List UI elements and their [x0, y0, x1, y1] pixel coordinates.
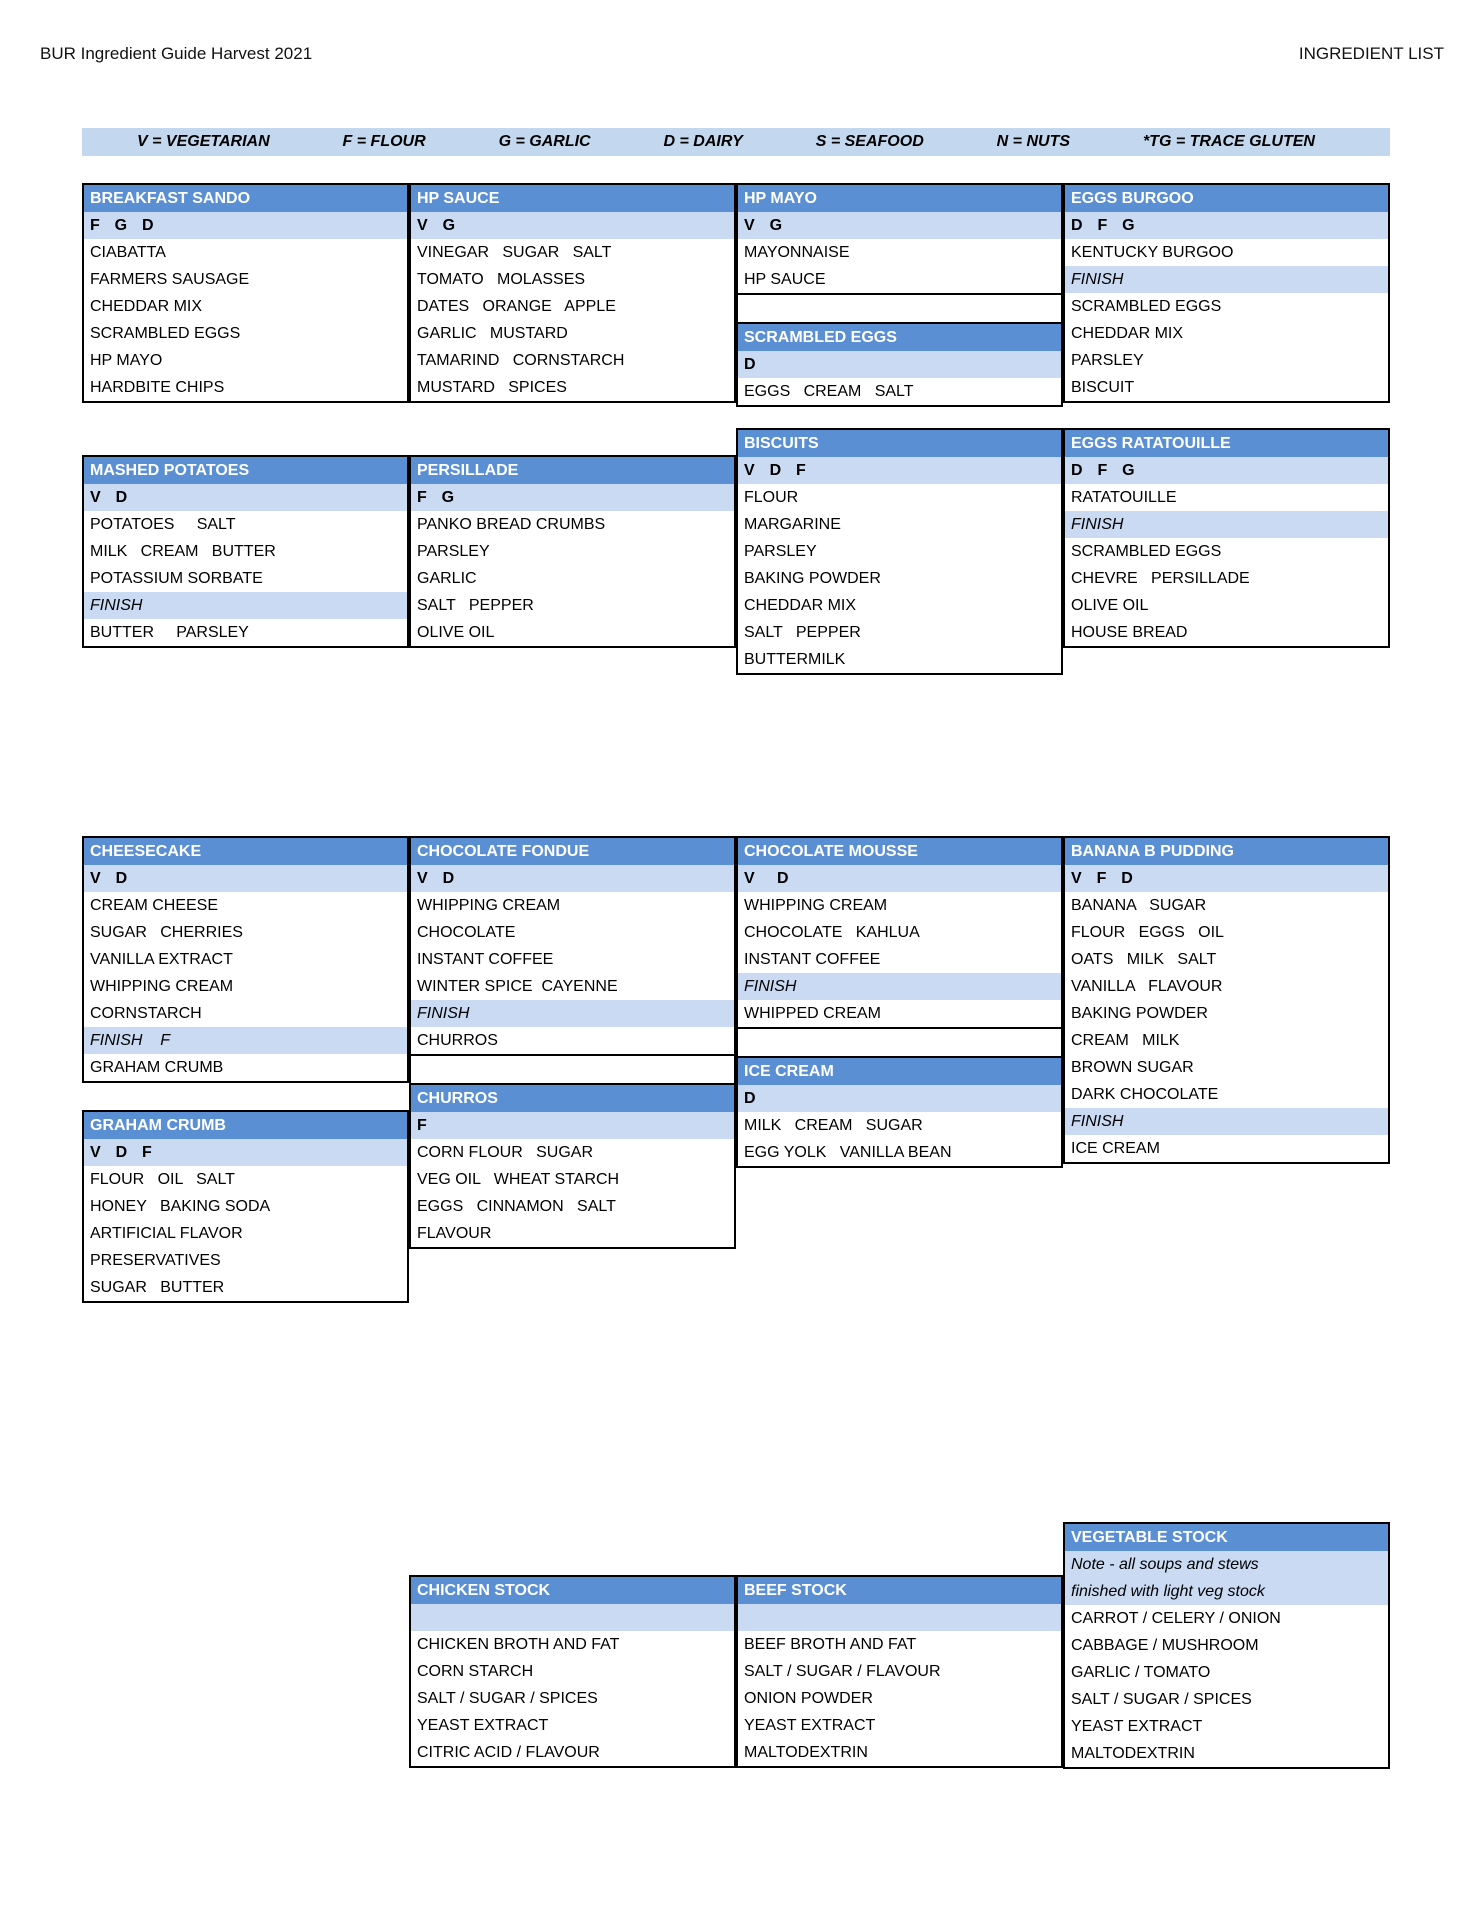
ingredient-row: BANANA SUGAR [1071, 897, 1207, 914]
ingredient-row: CIABATTA [90, 244, 166, 261]
ingredient-row: SALT PEPPER [417, 597, 534, 614]
beef-stock-card-codes [738, 1604, 1061, 1631]
churros-card-codes: F [411, 1112, 734, 1139]
ingredient-row: SUGAR BUTTER [90, 1279, 225, 1296]
ingredient-row: MALTODEXTRIN [744, 1744, 868, 1761]
ice-cream-card-title: ICE CREAM [738, 1058, 1061, 1085]
hp-sauce-card [409, 183, 736, 403]
ingredient-row: BEEF BROTH AND FAT [744, 1636, 917, 1653]
ingredient-row: WHIPPED CREAM [744, 1005, 881, 1022]
breakfast-sando-card-codes: F G D [84, 212, 407, 239]
legend-item: G = GARLIC [498, 133, 591, 150]
chocolate-mousse-card-title: CHOCOLATE MOUSSE [738, 838, 1061, 865]
legend-item: F = FLOUR [342, 133, 426, 150]
ingredient-row: MAYONNAISE [744, 244, 850, 261]
ingredient-row: MUSTARD SPICES [417, 379, 567, 396]
ingredient-row: HONEY BAKING SODA [90, 1198, 271, 1215]
breakfast-sando-stack [82, 183, 409, 403]
ingredient-row: TAMARIND CORNSTARCH [417, 352, 625, 369]
cheesecake-card-title: CHEESECAKE [84, 838, 407, 865]
page-header [40, 44, 1444, 64]
ingredient-row: HARDBITE CHIPS [90, 379, 225, 396]
scrambled-eggs-card-codes: D [738, 351, 1061, 378]
scrambled-eggs-card [736, 322, 1063, 407]
ingredient-row: INSTANT COFFEE [417, 951, 554, 968]
ingredient-row: WINTER SPICE CAYENNE [417, 978, 618, 995]
scrambled-eggs-card-title: SCRAMBLED EGGS [738, 324, 1061, 351]
mashed-potatoes-card-title: MASHED POTATOES [84, 457, 407, 484]
ingredient-row: CREAM MILK [1071, 1032, 1180, 1049]
banana-b-pudding-card-codes: V F D [1065, 865, 1388, 892]
ingredient-row: FLOUR EGGS OIL [1071, 924, 1224, 941]
biscuits-card-title: BISCUITS [738, 430, 1061, 457]
doc-label: INGREDIENT LIST [1298, 44, 1444, 63]
ingredient-row: WHIPPING CREAM [90, 978, 234, 995]
ingredient-row: VANILLA EXTRACT [90, 951, 233, 968]
ingredient-row: INSTANT COFFEE [744, 951, 881, 968]
eggs-burgoo-card [1063, 183, 1390, 403]
ingredient-row: SUGAR CHERRIES [90, 924, 243, 941]
ingredient-row: OLIVE OIL [1071, 597, 1149, 614]
banana-b-pudding-card-title: BANANA B PUDDING [1065, 838, 1388, 865]
cheesecake-graham-crumb-stack [82, 836, 409, 1303]
ingredient-row: KENTUCKY BURGOO [1071, 244, 1234, 261]
ingredient-row: GRAHAM CRUMB [90, 1059, 224, 1076]
ingredient-row: SALT / SUGAR / FLAVOUR [744, 1663, 941, 1680]
ingredient-row: CHOCOLATE [417, 924, 516, 941]
ingredient-row: CHURROS [417, 1032, 498, 1049]
beef-stock-stack [736, 1575, 1063, 1768]
ingredient-row: FLOUR OIL SALT [90, 1171, 235, 1188]
mashed-potatoes-stack [82, 455, 409, 648]
hp-sauce-card-codes: V G [411, 212, 734, 239]
hp-mayo-card-codes: V G [738, 212, 1061, 239]
ingredient-row: ONION POWDER [744, 1690, 873, 1707]
eggs-ratatouille-stack [1063, 428, 1390, 648]
ingredient-row: YEAST EXTRACT [1071, 1718, 1203, 1735]
vegetable-stock-card [1063, 1522, 1390, 1769]
beef-stock-card-title: BEEF STOCK [738, 1577, 1061, 1604]
ingredient-row: VEG OIL WHEAT STARCH [417, 1171, 620, 1188]
ingredient-row: GARLIC [417, 570, 477, 587]
ingredient-row: FLAVOUR [417, 1225, 492, 1242]
ingredient-row: GARLIC MUSTARD [417, 325, 568, 342]
ingredient-row: BROWN SUGAR [1071, 1059, 1194, 1076]
hp-sauce-stack [409, 183, 736, 403]
ingredient-row: BISCUIT [1071, 379, 1135, 396]
legend-item: D = DAIRY [663, 133, 743, 150]
churros-card [409, 1083, 736, 1249]
ingredient-row: POTATOES SALT [90, 516, 236, 533]
ingredient-row: FINISH F [84, 1027, 407, 1054]
graham-crumb-card-codes: V D F [84, 1139, 407, 1166]
ingredient-row: CHEDDAR MIX [90, 298, 203, 315]
persillade-stack [409, 455, 736, 648]
ingredient-row: SALT / SUGAR / SPICES [417, 1690, 598, 1707]
card-gap [409, 1056, 736, 1083]
ingredient-row: PANKO BREAD CRUMBS [417, 516, 606, 533]
ingredient-row: CREAM CHEESE [90, 897, 219, 914]
graham-crumb-card-title: GRAHAM CRUMB [84, 1112, 407, 1139]
ingredient-row: FINISH [1065, 266, 1388, 293]
hp-mayo-scrambled-eggs-stack [736, 183, 1063, 407]
chocolate-fondue-churros-stack [409, 836, 736, 1249]
churros-card-title: CHURROS [411, 1085, 734, 1112]
ingredient-row: HP MAYO [90, 352, 163, 369]
chocolate-fondue-card [409, 836, 736, 1056]
ingredient-row: GARLIC / TOMATO [1071, 1664, 1211, 1681]
ingredient-row: FINISH [411, 1000, 734, 1027]
ingredient-row: SCRAMBLED EGGS [1071, 298, 1222, 315]
ingredient-row: CORN FLOUR SUGAR [417, 1144, 594, 1161]
banana-b-pudding-card [1063, 836, 1390, 1164]
legend-bar [82, 128, 1390, 156]
ingredient-row: PARSLEY [744, 543, 817, 560]
breakfast-sando-card-title: BREAKFAST SANDO [84, 185, 407, 212]
ingredient-row: FINISH [84, 592, 407, 619]
legend-item: N = NUTS [996, 133, 1071, 150]
ingredient-row: FARMERS SAUSAGE [90, 271, 250, 288]
ingredient-row: HOUSE BREAD [1071, 624, 1188, 641]
ingredient-row: SALT PEPPER [744, 624, 861, 641]
eggs-ratatouille-card-codes: D F G [1065, 457, 1388, 484]
eggs-burgoo-card-codes: D F G [1065, 212, 1388, 239]
persillade-card-codes: F G [411, 484, 734, 511]
ingredient-row: CHEDDAR MIX [744, 597, 857, 614]
ingredient-row: YEAST EXTRACT [744, 1717, 876, 1734]
ingredient-row: CHEDDAR MIX [1071, 325, 1184, 342]
eggs-ratatouille-card [1063, 428, 1390, 648]
ingredient-row: CARROT / CELERY / ONION [1071, 1610, 1281, 1627]
ingredient-row: CHEVRE PERSILLADE [1071, 570, 1250, 587]
card-gap [736, 1029, 1063, 1056]
ingredient-row: OLIVE OIL [417, 624, 495, 641]
ingredient-row: FINISH [1065, 511, 1388, 538]
ingredient-row: VANILLA FLAVOUR [1071, 978, 1223, 995]
breakfast-sando-card [82, 183, 409, 403]
ingredient-row: MALTODEXTRIN [1071, 1745, 1195, 1762]
ingredient-row: BUTTER PARSLEY [90, 624, 249, 641]
hp-mayo-card [736, 183, 1063, 295]
mashed-potatoes-card-codes: V D [84, 484, 407, 511]
ingredient-row: CHOCOLATE KAHLUA [744, 924, 920, 941]
doc-title: BUR Ingredient Guide Harvest 2021 [40, 44, 313, 63]
ingredient-row: PRESERVATIVES [90, 1252, 221, 1269]
cheesecake-card [82, 836, 409, 1083]
chocolate-mousse-card [736, 836, 1063, 1029]
cheesecake-card-codes: V D [84, 865, 407, 892]
hp-sauce-card-title: HP SAUCE [411, 185, 734, 212]
ingredient-row: CORN STARCH [417, 1663, 534, 1680]
ingredient-row: EGGS CREAM SALT [744, 383, 914, 400]
chocolate-fondue-card-codes: V D [411, 865, 734, 892]
ingredient-row: TOMATO MOLASSES [417, 271, 586, 288]
legend-item: S = SEAFOOD [815, 133, 924, 150]
card-gap [82, 1083, 409, 1110]
ingredient-row: CHICKEN BROTH AND FAT [417, 1636, 620, 1653]
ingredient-row: SCRAMBLED EGGS [1071, 543, 1222, 560]
ingredient-row: HP SAUCE [744, 271, 826, 288]
ingredient-row: CABBAGE / MUSHROOM [1071, 1637, 1259, 1654]
ingredient-row: WHIPPING CREAM [417, 897, 561, 914]
eggs-burgoo-card-title: EGGS BURGOO [1065, 185, 1388, 212]
ingredient-row: VINEGAR SUGAR SALT [417, 244, 612, 261]
ingredient-row: BAKING POWDER [744, 570, 881, 587]
ingredient-row: PARSLEY [1071, 352, 1144, 369]
ice-cream-card-codes: D [738, 1085, 1061, 1112]
ingredient-row: SALT / SUGAR / SPICES [1071, 1691, 1252, 1708]
eggs-burgoo-stack [1063, 183, 1390, 403]
legend-item: V = VEGETARIAN [137, 133, 270, 150]
chicken-stock-card-codes [411, 1604, 734, 1631]
ingredient-row: WHIPPING CREAM [744, 897, 888, 914]
vegetable-stock-card-note: Note - all soups and stews finished with light veg stock [1065, 1551, 1388, 1605]
chicken-stock-card [409, 1575, 736, 1768]
ingredient-row: DATES ORANGE APPLE [417, 298, 616, 315]
ingredient-row: FINISH [1065, 1108, 1388, 1135]
hp-mayo-card-title: HP MAYO [738, 185, 1061, 212]
ingredient-row: FINISH [738, 973, 1061, 1000]
persillade-card-title: PERSILLADE [411, 457, 734, 484]
ingredient-row: CITRIC ACID / FLAVOUR [417, 1744, 600, 1761]
biscuits-card-codes: V D F [738, 457, 1061, 484]
card-gap [736, 295, 1063, 322]
ice-cream-card [736, 1056, 1063, 1168]
banana-b-pudding-stack [1063, 836, 1390, 1164]
vegetable-stock-stack [1063, 1522, 1390, 1769]
ingredient-row: MILK CREAM BUTTER [90, 543, 276, 560]
chicken-stock-card-title: CHICKEN STOCK [411, 1577, 734, 1604]
ingredient-row: CORNSTARCH [90, 1005, 202, 1022]
ingredient-row: FLOUR [744, 489, 799, 506]
ingredient-row: MARGARINE [744, 516, 841, 533]
ingredient-row: MILK CREAM SUGAR [744, 1117, 923, 1134]
ingredient-row: DARK CHOCOLATE [1071, 1086, 1219, 1103]
ingredient-row: EGG YOLK VANILLA BEAN [744, 1144, 952, 1161]
persillade-card [409, 455, 736, 648]
ingredient-row: PARSLEY [417, 543, 490, 560]
ingredient-row: BUTTERMILK [744, 651, 846, 668]
chocolate-mousse-card-codes: V D [738, 865, 1061, 892]
biscuits-stack [736, 428, 1063, 675]
ingredient-row: RATATOUILLE [1071, 489, 1177, 506]
graham-crumb-card [82, 1110, 409, 1303]
ingredient-row: OATS MILK SALT [1071, 951, 1217, 968]
vegetable-stock-card-title: VEGETABLE STOCK [1065, 1524, 1388, 1551]
biscuits-card [736, 428, 1063, 675]
ingredient-row: ICE CREAM [1071, 1140, 1160, 1157]
mashed-potatoes-card [82, 455, 409, 648]
eggs-ratatouille-card-title: EGGS RATATOUILLE [1065, 430, 1388, 457]
ingredient-row: ARTIFICIAL FLAVOR [90, 1225, 243, 1242]
beef-stock-card [736, 1575, 1063, 1768]
chocolate-fondue-card-title: CHOCOLATE FONDUE [411, 838, 734, 865]
ingredient-row: BAKING POWDER [1071, 1005, 1208, 1022]
ingredient-row: SCRAMBLED EGGS [90, 325, 241, 342]
ingredient-row: EGGS CINNAMON SALT [417, 1198, 616, 1215]
chocolate-mousse-ice-cream-stack [736, 836, 1063, 1168]
ingredient-row: POTASSIUM SORBATE [90, 570, 263, 587]
legend-item: *TG = TRACE GLUTEN [1142, 133, 1315, 150]
ingredient-row: YEAST EXTRACT [417, 1717, 549, 1734]
chicken-stock-stack [409, 1575, 736, 1768]
